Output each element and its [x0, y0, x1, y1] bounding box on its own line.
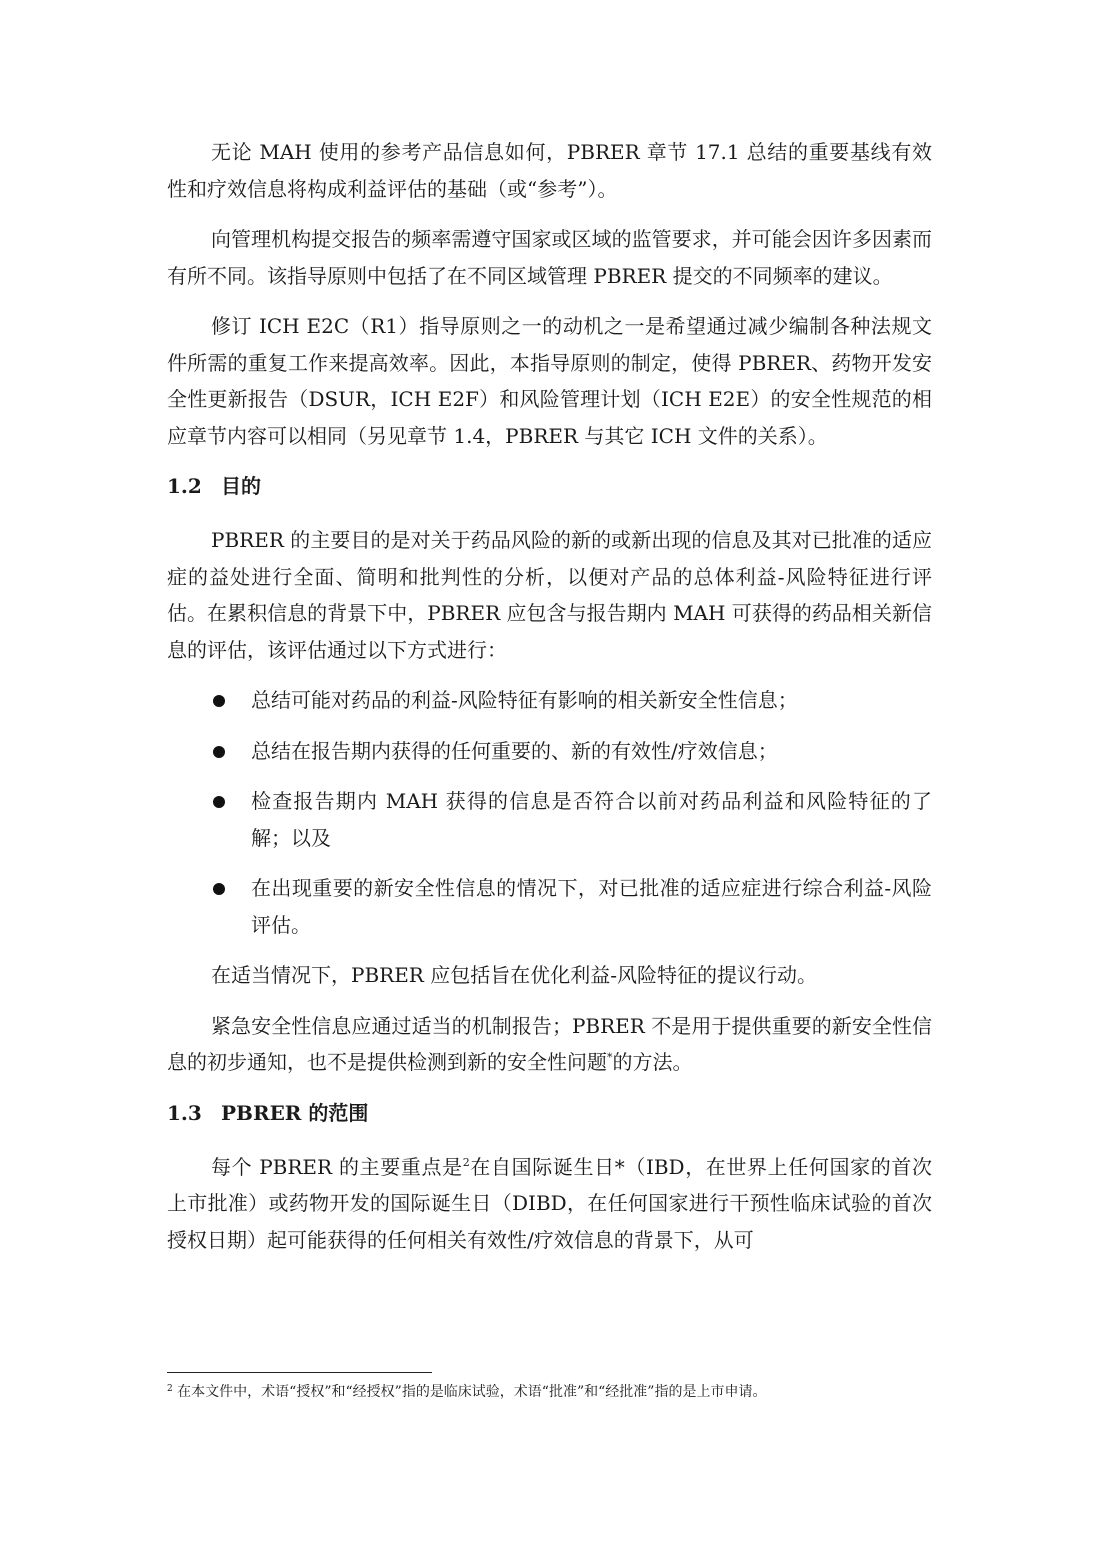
footnote-text: 在本文件中，术语“授权”和“经授权”指的是临床试验，术语“批准”和“经批准”指的是上市申请。: [172, 1384, 767, 1400]
footnote-marker: *: [607, 1051, 613, 1064]
paragraph-revision-motivation: 修订 ICH E2C（R1）指导原则之一的动机之一是希望通过减少编制各种法规文件所需的重复工作来提高效率。因此，本指导原则的制定，使得 PBRER、药物开发安全性更新报告（DSUR，ICH E2F）和风险管理计划（ICH E2E）的安全性规范的相应章节内容可以相同（另见章节 1.4，PBRER 与其它 ICH 文件的关系）。: [167, 314, 932, 448]
footnote-divider: [167, 1372, 432, 1373]
document-page: [167, 134, 932, 1258]
list-item: 在出现重要的新安全性信息的情况下，对已批准的适应症进行综合利益-风险评估。: [167, 870, 932, 943]
paragraph-urgent-safety: 紧急安全性信息应通过适当的机制报告；PBRER 不是用于提供重要的新安全性信息的初步通知，也不是提供检测到新的安全性问题*的方法。: [167, 1013, 932, 1074]
paragraph-reference-info: 无论 MAH 使用的参考产品信息如何，PBRER 章节 17.1 总结的重要基线有效性和疗效信息将构成利益评估的基础（或“参考”）。: [167, 140, 932, 201]
paragraph-proposed-actions: 在适当情况下，PBRER 应包括旨在优化利益-风险特征的提议行动。: [211, 963, 817, 987]
list-item: 总结可能对药品的利益-风险特征有影响的相关新安全性信息；: [167, 682, 932, 719]
section-heading-1-2: [167, 468, 932, 504]
section-number: 1.3: [167, 1100, 202, 1125]
list-item: 总结在报告期内获得的任何重要的、新的有效性/疗效信息；: [167, 733, 932, 770]
section-title: 目的: [221, 474, 261, 498]
section-number: 1.2: [167, 474, 202, 498]
paragraph-scope: 每个 PBRER 的主要重点是$^2$在自国际诞生日*（IBD，在世界上任何国家的首次上市批准）或药物开发的国际诞生日（DIBD，在任何国家进行干预性临床试验的首次授权日期）起可能获得的任何相关有效性/疗效信息的背景下，从可: [167, 1154, 932, 1252]
list-item: 检查报告期内 MAH 获得的信息是否符合以前对药品利益和风险特征的了解；以及: [167, 783, 932, 856]
section-title: PBRER 的范围: [221, 1100, 369, 1125]
footnote-reference: 2: [462, 1155, 470, 1169]
bullet-icon: [213, 746, 225, 758]
section-heading-1-3: [167, 1095, 932, 1131]
bullet-icon: [213, 695, 225, 707]
paragraph-submission-frequency: 向管理机构提交报告的频率需遵守国家或区域的监管要求，并可能会因许多因素而有所不同。该指导原则中包括了在不同区域管理 PBRER 提交的不同频率的建议。: [167, 227, 932, 288]
bullet-icon: [213, 883, 225, 895]
footnote-number: 2: [167, 1384, 173, 1394]
bullet-icon: [213, 796, 225, 808]
footnote: [167, 1382, 932, 1403]
paragraph-purpose-intro: PBRER 的主要目的是对关于药品风险的新的或新出现的信息及其对已批准的适应症的益处进行全面、简明和批判性的分析，以便对产品的总体利益-风险特征进行评估。在累积信息的背景下中，PBRER 应包含与报告期内 MAH 可获得的药品相关新信息的评估，该评估通过以下方式进行：: [167, 528, 932, 662]
purpose-bullet-list: [167, 682, 932, 943]
